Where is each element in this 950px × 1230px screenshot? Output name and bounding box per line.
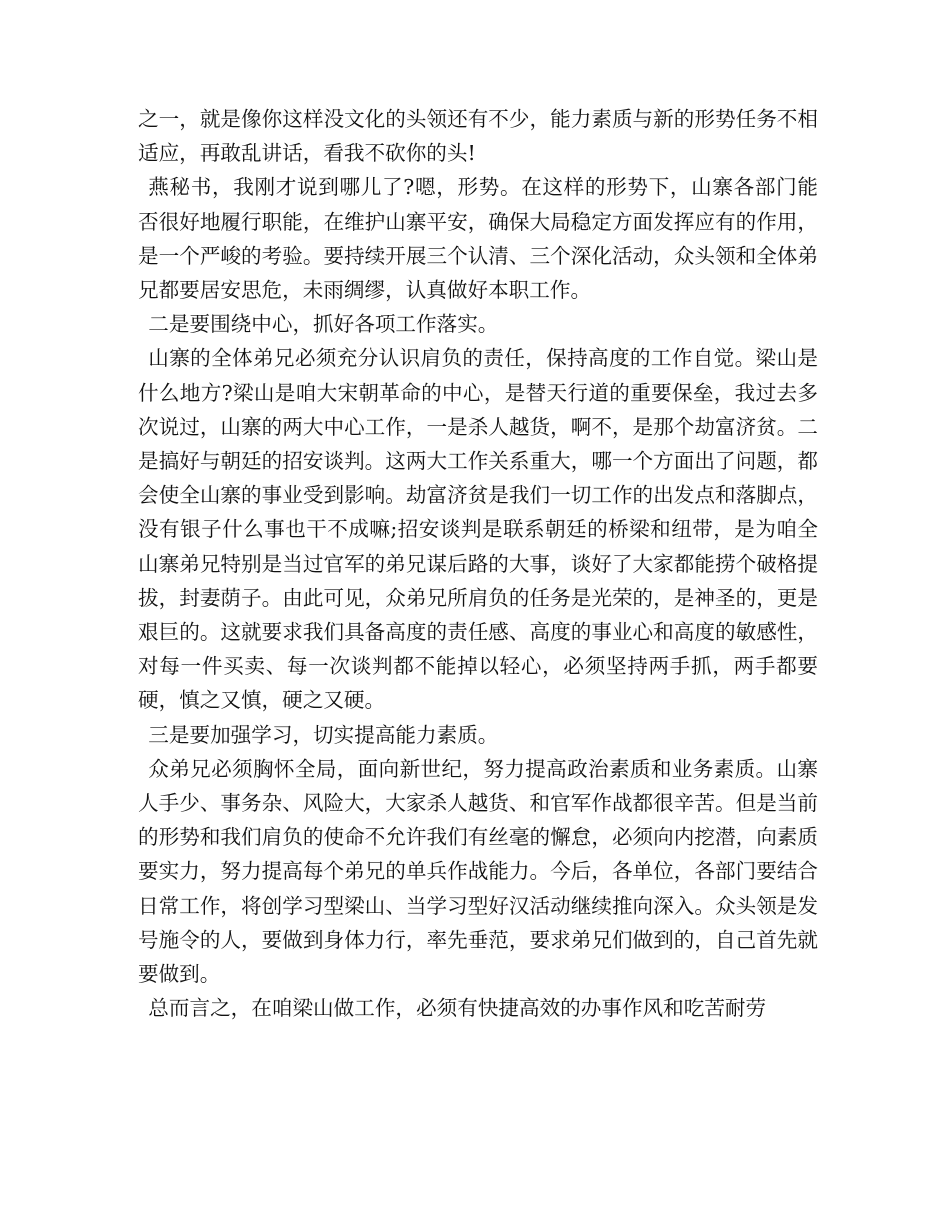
document-page [138,102,818,1025]
paragraph: 总而言之，在咱梁山做工作，必须有快捷高效的办事作风和吃苦耐劳 [148,996,767,1021]
section-heading: 二是要围绕中心，抓好各项工作落实。 [148,312,499,337]
paragraph: 众弟兄必须胸怀全局，面向新世纪，努力提高政治素质和业务素质。山寨人手少、事务杂、风险大，大家杀人越货、和官军作战都很辛苦。但是当前的形势和我们肩负的使命不允许我们有丝毫的懈怠，必须向内挖潜，向素质要实力，努力提高每个弟兄的单兵作战能力。今后，各单位，各部门要结合日常工作，将创学习型梁山、当学习型好汉活动继续推向深入。众头领是发号施令的人，要做到身体力行，率先垂范，要求弟兄们做到的，自己首先就要做到。 [138,756,818,987]
paragraph: 山寨的全体弟兄必须充分认识肩负的责任，保持高度的工作自觉。梁山是什么地方?梁山是咱大宋朝革命的中心，是替天行道的重要保垒，我过去多次说过，山寨的两大中心工作，一是杀人越货，啊不，是那个劫富济贫。二是搞好与朝廷的招安谈判。这两大工作关系重大，哪一个方面出了问题，都会使全山寨的事业受到影响。劫富济贫是我们一切工作的出发点和落脚点，没有银子什么事也干不成嘛;招安谈判是联系朝廷的桥梁和纽带，是为咱全山寨弟兄特别是当过官军的弟兄谋后路的大事，谈好了大家都能捞个破格提拔，封妻荫子。由此可见，众弟兄所肩负的任务是光荣的，是神圣的，更是艰巨的。这就要求我们具备高度的责任感、高度的事业心和高度的敏感性，对每一件买卖、每一次谈判都不能掉以轻心，必须坚持两手抓，两手都要硬，慎之又慎，硬之又硬。 [138,346,818,713]
section-heading: 三是要加强学习，切实提高能力素质。 [148,722,499,747]
paragraph: 燕秘书，我刚才说到哪儿了?嗯，形势。在这样的形势下，山寨各部门能否很好地履行职能，在维护山寨平安，确保大局稳定方面发挥应有的作用，是一个严峻的考验。要持续开展三个认清、三个深化活动，众头领和全体弟兄都要居安思危，未雨绸缪，认真做好本职工作。 [138,175,818,303]
paragraph: 之一，就是像你这样没文化的头领还有不少，能力素质与新的形势任务不相适应，再敢乱讲话，看我不砍你的头! [138,107,818,166]
